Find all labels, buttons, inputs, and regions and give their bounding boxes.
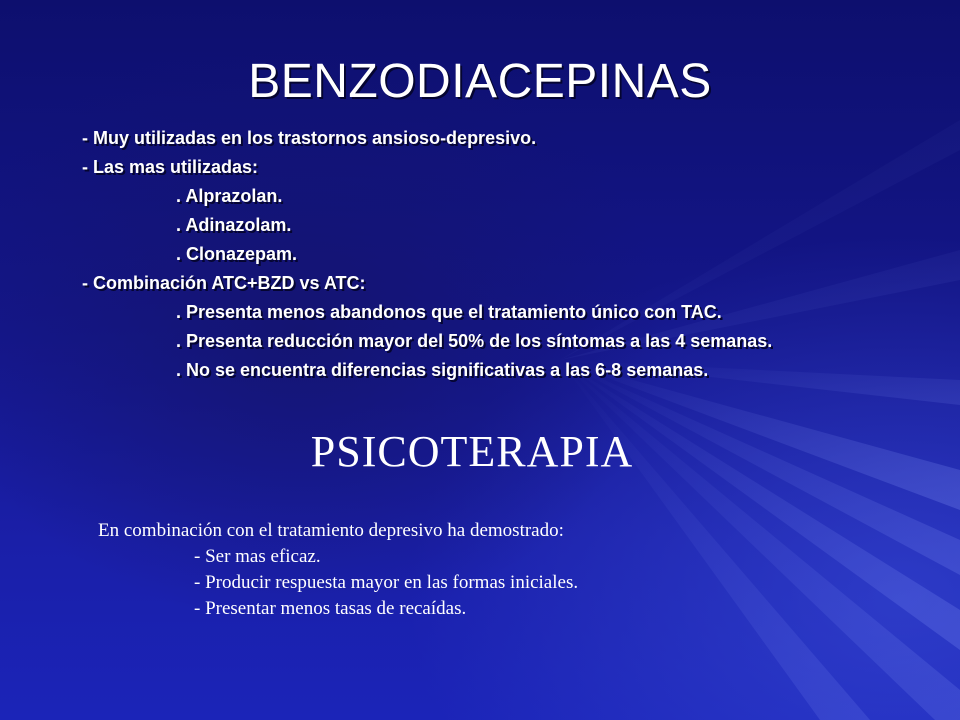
psicoterapia-text (98, 518, 918, 622)
section-heading: PSICOTERAPIA (310, 427, 634, 476)
benzodiacepinas-list (82, 124, 942, 385)
list-item: - Muy utilizadas en los trastornos ansioso-depresivo. (82, 128, 537, 148)
list-item: . Adinazolam. (176, 215, 292, 235)
list-item: . Presenta reducción mayor del 50% de los síntomas a las 4 semanas. (176, 331, 773, 351)
list-item: - Las mas utilizadas: (82, 157, 259, 177)
list-item: - Producir respuesta mayor en las formas iniciales. (194, 572, 579, 593)
list-item: . No se encuentra diferencias significativas a las 6-8 semanas. (176, 360, 709, 380)
list-item: . Presenta menos abandonos que el tratamiento único con TAC. (176, 302, 722, 322)
list-item: - Ser mas eficaz. (194, 546, 321, 567)
intro-line: En combinación con el tratamiento depresivo ha demostrado: (98, 520, 564, 541)
list-item: . Clonazepam. (176, 244, 298, 264)
list-item: - Combinación ATC+BZD vs ATC: (82, 273, 366, 293)
list-item: - Presentar menos tasas de recaídas. (194, 598, 467, 619)
list-item: . Alprazolan. (176, 186, 283, 206)
slide-title: BENZODIACEPINAS (248, 55, 712, 108)
